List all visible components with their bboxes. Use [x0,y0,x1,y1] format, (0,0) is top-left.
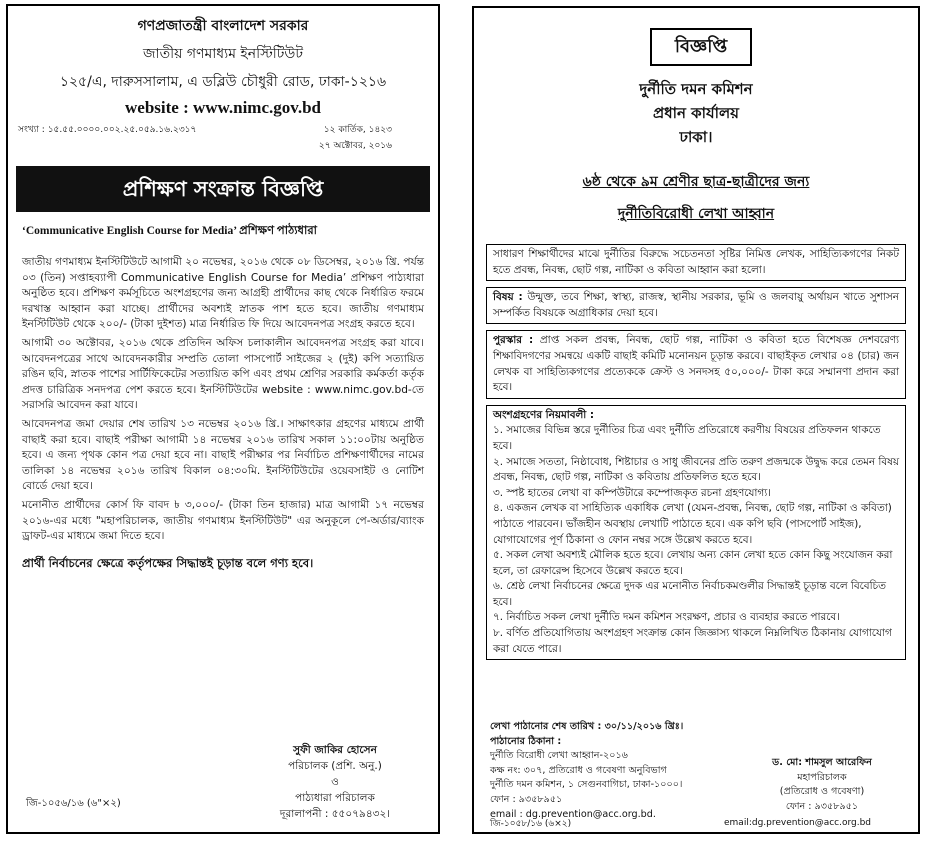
government-name: গণপ্রজাতন্ত্রী বাংলাদেশ সরকার [137,18,309,34]
rule-item: ৮. বর্ণিত প্রতিযোগিতায় অংশগ্রহণ সংক্রান্ত কোন জিজ্ঞাস্য থাকলে নিম্নলিখিত ঠিকানায় যোগাযোগ করা যেতে পারে। [493,627,892,655]
address-line: দুর্নীতি দমন কমিশন, ১ সেগুনবাগিচা, ঢাকা-১০০০। [490,779,683,791]
subject-text: উন্মুক্ত, তবে শিক্ষা, স্বাস্থ্য, রাজস্ব, স্থানীয় সরকার, ভূমি ও জলবায়ু অর্থায়ন খাতে সুশাসন সম্পর্কিত বিষয়কে অগ্রাধিকার দেয়া হবে। [493,291,899,319]
rule-item: ২. সমাজে সততা, নিষ্ঠাবোধ, শিষ্টাচার ও সাধু জীবনের প্রতি তরুণ প্রজন্মকে উদ্বুদ্ধ করে তেমন বিষয় প্রবন্ধ, নিবন্ধ, ছোট গল্প, নাটিকা ও কবিতায় প্রতিফলিত হতে হবে। [493,455,900,484]
institute-address: ১২৫/এ, দারুসসালাম, এ ডব্লিউ চৌধুরী রোড, ঢাকা-১২১৬ [59,74,387,90]
notice-banner: প্রশিক্ষণ সংক্রান্ত বিজ্ঞপ্তি [16,166,430,212]
rule-item: ৩. স্পষ্ট হাতের লেখা বা কম্পিউটারে কম্পোজকৃত রচনা গ্রহণযোগ্য। [493,486,771,499]
signatory-phone: দূরালাপনী : ৫৫০৭৯৪৩২। [279,808,391,820]
rule-item: ৭. নির্বাচিত সকল লেখা দুর্নীতি দমন কমিশন সংরক্ষণ, প্রচার ও ব্যবহার করতে পারবে। [493,611,840,624]
director-title: মহাপরিচালক [797,771,847,783]
prize-block [486,330,906,398]
subject-label: বিষয় : [493,291,523,304]
notice-body [22,255,424,545]
ad-reference: জি-১০৫৮/১৬ (৬×২) [490,819,572,829]
address-line: দুর্নীতি বিরোধী লেখা আহ্বান-২০১৬ [490,750,628,762]
signatory-name: সুফী জাকির হোসেন [293,744,377,756]
paragraph: আবেদনপত্র জমা দেয়ার শেষ তারিখ ১৩ নভেম্বর ২০১৬ খ্রি.। সাক্ষাৎকার গ্রহণের মাধ্যমে প্রার্থী বাছাই করা হবে। বাছাই পরীক্ষা আগামী ১৪ নভেম্বর ২০১৬ তারিখ সকাল ১১:০০টায় অনুষ্ঠিত হবে। এ জন্য পৃথক কোন পত্র দেয়া হবে না। বাছাই পরীক্ষার পর নির্বাচিত প্রশিক্ষণার্থীদের নামের তালিকা ১৪ নভেম্বর ২০১৬ তারিখ বিকাল ০৪:৩০মি. ইনস্টিটিউটের ওয়েবসাইট ও নোটিশ বোর্ডে দেয়া হবে। [22,417,424,493]
address-line: কক্ষ নং: ৩০৭, প্রতিরোধ ও গবেষণা অনুবিভাগ [490,764,667,776]
signatory-and: ও [331,776,339,788]
institute-website: website : www.nimc.gov.bd [125,98,321,117]
address-line: email : dg.prevention@acc.org.bd. [490,808,656,820]
training-notice [6,4,440,834]
acc-notice [472,6,920,834]
rule-item: ১. সমাজের বিভিন্ন স্তরে দুর্নীতির চিত্র এবং দুর্নীতি প্রতিরোধে করণীয় বিষয়ের প্রতিফলন থাকতে হবে। [493,424,881,452]
date-bangla: ১২ কার্তিক, ১৪২৩ [323,125,392,135]
course-title: ‘Communicative English Course for Media’ প্রশিক্ষণ পাঠ্যধারা [22,225,317,237]
submission-info [490,720,683,822]
date-english: ২৭ অক্টোবর, ২০১৬ [318,141,392,151]
memo-row [8,120,438,160]
signatory-title: পরিচালক (প্রশি. অনু.) [288,760,382,772]
notice-title: বিজ্ঞপ্তি [650,28,752,66]
signatory-title-2: পাঠ্যধারা পরিচালক [295,792,375,804]
ad-reference: জি-১০৫৬/১৬ (৬"×২) [26,798,121,809]
final-statement: প্রার্থী নির্বাচনের ক্ষেত্রে কর্তৃপক্ষের সিদ্ধান্তই চূড়ান্ত বলে গণ্য হবে। [22,555,314,570]
commission-name: দুর্নীতি দমন কমিশন [639,80,753,98]
director-dept: (প্রতিরোধ ও গবেষণা) [779,786,865,798]
rule-item: ৪. একজন লেখক বা সাহিত্যিক একাধিক লেখা (যেমন-প্রবন্ধ, নিবন্ধ, ছোট গল্প, নাটিকা ও কবিতা) পাঠাতে পারবেন। ভাঁজহীন অবস্থায় লেখাটি পাঠাতে হবে। এক কপি ছবি (পাসপোর্ট সাইজ), যোগাযোগের পূর্ণ ঠিকানা ও ফোন নম্বর সঙ্গে উল্লেখ করতে হবে। [493,502,892,546]
director-phone: ফোন : ৯৩৫৮৯৫১ [785,800,859,812]
prize-text: প্রাপ্ত সকল প্রবন্ধ, নিবন্ধ, ছোট গল্প, নাটিকা ও কবিতা হতে বিশেষজ্ঞ দেশবরেণ্য শিক্ষাবিদগণের সমন্বয়ে একটি বাছাই কমিটি মনোনয়ন চূড়ান্ত করবে। বাছাইকৃত লেখার ০৪ (চার) জন লেখক বা সাহিত্যিকগণের প্রত্যেককে ক্রেস্ট ও সনদসহ ৫০,০০০/- টাকা করে সম্মানণা প্রদান করা হবে। [493,334,899,394]
head-office: প্রধান কার্যালয় [653,104,739,122]
call-for-writing: দুর্নীতিবিরোধী লেখা আহ্বান [617,206,775,222]
intro-paragraph: সাধারণ শিক্ষার্থীদের মাঝে দুর্নীতির বিরুদ্ধে সচেতনতা সৃষ্টির নিমিত্ত লেখক, সাহিত্যিকগণের নিকট হতে প্রবন্ধ, নিবন্ধ, ছোট গল্প, নাটিকা ও কবিতা আহ্বান করা হলো। [486,244,906,281]
paragraph: আগামী ৩০ অক্টোবর, ২০১৬ থেকে প্রতিদিন অফিস চলাকালীন আবেদনপত্র সংগ্রহ করা যাবে। আবেদনপত্রের সাথে আবেদনকারীর সম্প্রতি তোলা পাসপোর্ট সাইজের ২ (দুই) কপি সত্যায়িত রঙিন ছবি, স্নাতক পাশের সার্টিফিকেটের সত্যায়িত কপি এবং প্রথম শ্রেণির সরকারি কর্মকর্তা কর্তৃক প্রদত্ত চারিত্রিক সনদপত্র পেশ করতে হবে। ইনস্টিটিউটের website : www.nimc.gov.bd-তে সরাসরি আবেদন করা যাবে। [22,336,424,412]
director-block [734,756,910,814]
signature-block [240,742,430,822]
target-audience: ৬ষ্ঠ থেকে ৯ম শ্রেণীর ছাত্র-ছাত্রীদের জন্য [582,174,810,190]
address-heading: পাঠানোর ঠিকানা : [490,735,562,747]
rule-item: ৫. সকল লেখা অবশ্যই মৌলিক হতে হবে। লেখায় অন্য কোন লেখা হতে কোন কিছু সংযোজন করা হলে, তা রেফারেন্স হিসেবে উল্লেখ করতে হবে। [493,549,893,577]
paragraph: জাতীয় গণমাধ্যম ইনস্টিটিউটে আগামী ২০ নভেম্বর, ২০১৬ থেকে ০৮ ডিসেম্বর, ২০১৬ খ্রি. পর্যন্ত ০৩ (তিন) সপ্তাহব্যাপী Communicative English Course for Media’ প্রশিক্ষণ পাঠ্যধারা অনুষ্ঠিত হবে। প্রশিক্ষণ কর্মসূচিতে অংশগ্রহণের জন্য আগ্রহী প্রার্থীদের কাছ থেকে নির্ধারিত ফরমে দরখাস্ত আহ্বান করা যাচ্ছে। প্রার্থীদের অবশ্যই স্নাতক পাশ হতে হবে। জাতীয় গণমাধ্যম ইনস্টিটিউট থেকে ২০০/- (টাকা দুইশত) মাত্র নির্ধারিত ফি দিয়ে আবেদনপত্র সংগ্রহ করতে হবে। [22,256,424,331]
director-name: ড. মো: শামসুল আরেফিন [772,757,872,768]
office-city: ঢাকা। [679,128,713,146]
subject-block [486,287,906,324]
deadline: লেখা পাঠানোর শেষ তারিখ : ৩০/১১/২০১৬ খ্রিঃ। [490,721,684,732]
director-email: email:dg.prevention@acc.org.bd [724,818,872,828]
prize-label: পুরস্কার : [493,334,534,347]
institute-name: জাতীয় গণমাধ্যম ইনস্টিটিউট [143,46,303,62]
rule-item: ৬. শ্রেষ্ঠ লেখা নির্বাচনের ক্ষেত্রে দুদক এর মনোনীত নির্বাচকমণ্ডলীর সিদ্ধান্তই চূড়ান্ত বলে বিবেচিত হবে। [493,580,886,608]
notice-body [486,244,906,660]
rules-heading: অংশগ্রহণের নিয়মাবলী : [493,408,595,421]
paragraph: মনোনীত প্রার্থীদের কোর্স ফি বাবদ ৳ ৩,০০০/- (টাকা তিন হাজার) মাত্র আগামী ১৭ নভেম্বর ২০১৬-এর মধ্যে "মহাপরিচালক, জাতীয় গণমাধ্যম ইনস্টিটিউট" এর অনুকূলে পে-অর্ডার/ব্যাংক ড্রাফট-এর মাধ্যমে জমা দিতে হবে। [22,498,424,543]
address-line: ফোন : ৯৩৫৮৯৫১ [490,793,563,805]
rules-block [486,405,906,661]
memo-number: সংখ্যা : ১৫.৫৫.০০০০.০০২.২৫.০৫৯.১৬.২৩১৭ [18,125,197,135]
